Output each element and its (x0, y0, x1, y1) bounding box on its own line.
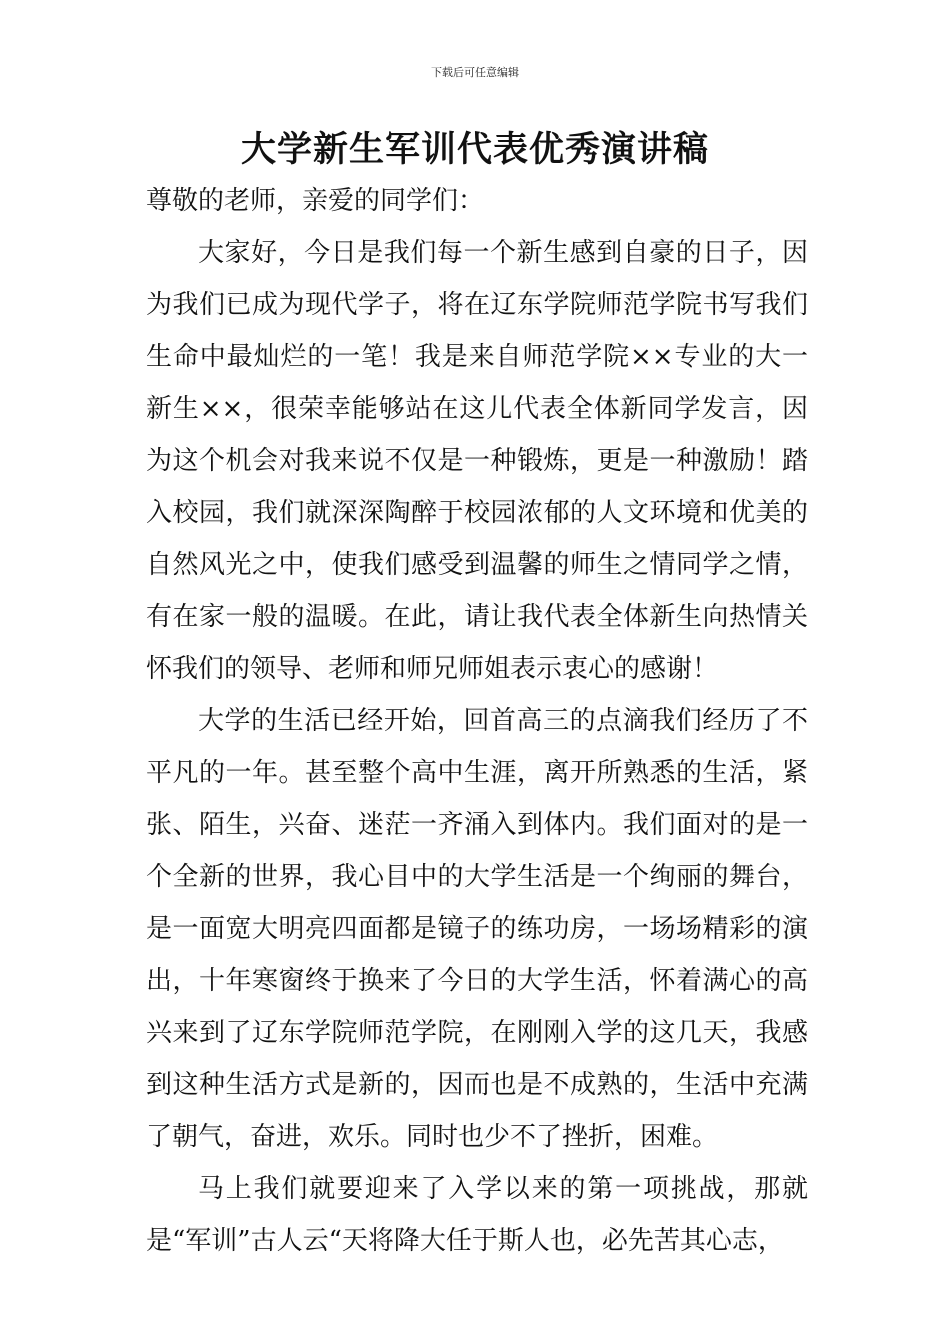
paragraph-2: 大学的生活已经开始，回首高三的点滴我们经历了不平凡的一年。甚至整个高中生涯，离开所熟悉的生活，紧张、陌生，兴奋、迷茫一齐涌入到体内。我们面对的是一个全新的世界，我心目中的大学生活是一个绚丽的舞台，是一面宽大明亮四面都是镜子的练功房，一场场精彩的演出，十年寒窗终于换来了今日的大学生活，怀着满心的高兴来到了辽东学院师范学院，在刚刚入学的这几天，我感到这种生活方式是新的，因而也是不成熟的，生活中充满了朝气，奋进，欢乐。同时也少不了挫折，困难。 (146, 706, 808, 1152)
document-title: 大学新生军训代表优秀演讲稿 (240, 130, 709, 170)
header-note: 下载后可任意编辑 (431, 66, 519, 79)
salutation: 尊敬的老师，亲爱的同学们： (146, 186, 485, 216)
document-body (146, 175, 808, 1267)
paragraph-3: 马上我们就要迎来了入学以来的第一项挑战，那就是“军训”古人云“天将降大任于斯人也，必先苦其心志， (146, 1174, 808, 1256)
paragraph-1: 大家好，今日是我们每一个新生感到自豪的日子，因为我们已成为现代学子，将在辽东学院师范学院书写我们生命中最灿烂的一笔！我是来自师范学院××专业的大一新生××，很荣幸能够站在这儿代表全体新同学发言，因为这个机会对我来说不仅是一种锻炼，更是一种激励！踏入校园，我们就深深陶醉于校园浓郁的人文环境和优美的自然风光之中，使我们感受到温馨的师生之情同学之情，有在家一般的温暖。在此，请让我代表全体新生向热情关怀我们的领导、老师和师兄师姐表示衷心的感谢！ (146, 238, 808, 684)
